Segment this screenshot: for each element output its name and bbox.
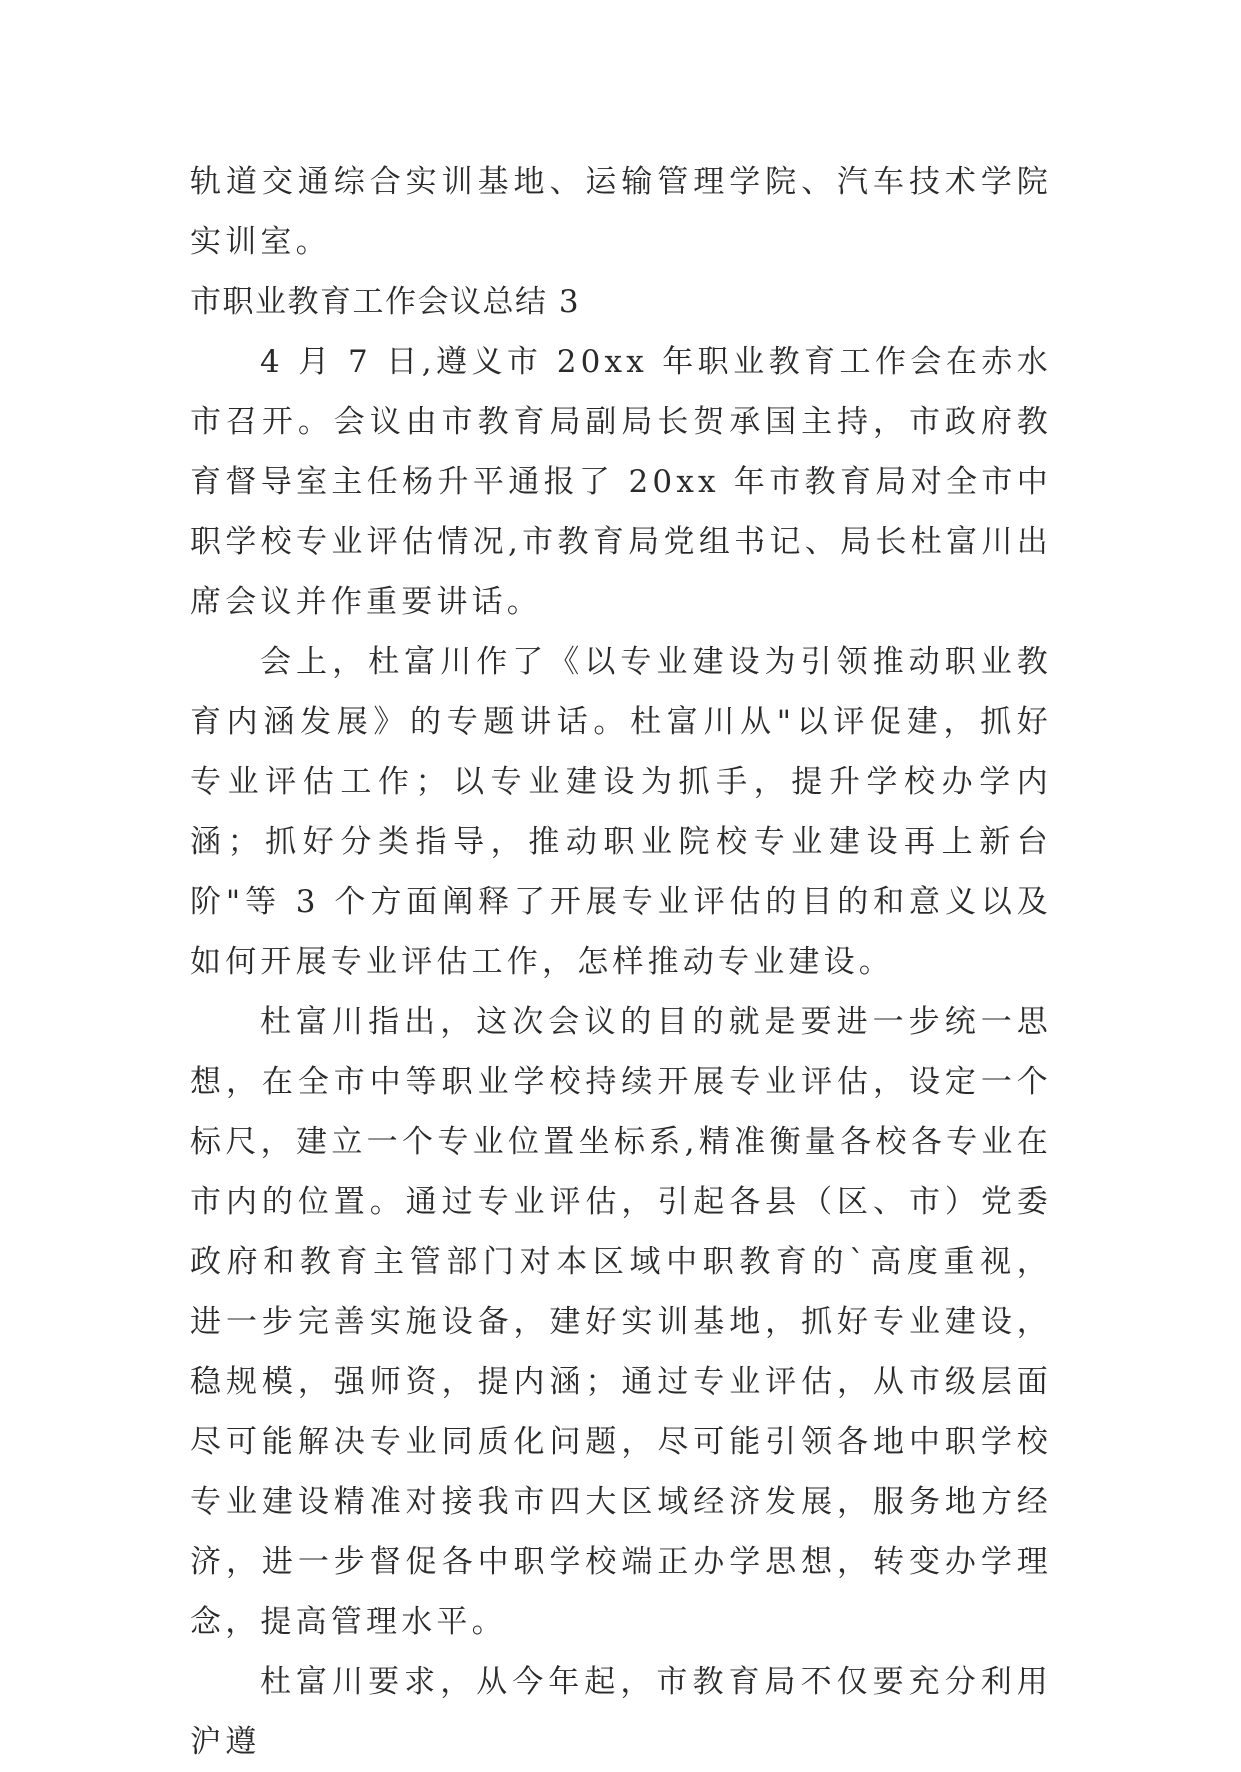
paragraph-purpose: 杜富川指出，这次会议的目的就是要进一步统一思想，在全市中等职业学校持续开展专业评估，设定一个标尺，建立一个专业位置坐标系,精准衡量各校各专业在市内的位置。通过专业评估，引起各县（区、市）党委政府和教育主管部门对本区域中职教育的`高度重视，进一步完善实施设备，建好实训基地，抓好专业建设，稳规模，强师资，提内涵；通过专业评估，从市级层面尽可能解决专业同质化问题，尽可能引领各地中职学校专业建设精准对接我市四大区域经济发展，服务地方经济，进一步督促各中职学校端正办学思想，转变办学理念，提高管理水平。 bbox=[190, 1004, 1052, 1640]
paragraph-continuation: 轨道交通综合实训基地、运输管理学院、汽车技术学院实训室。 bbox=[190, 164, 1052, 260]
paragraph-meeting-overview: 4 月 7 日,遵义市 20xx 年职业教育工作会在赤水市召开。会议由市教育局副局长贺承国主持，市政府教育督导室主任杨升平通报了 20xx 年市教育局对全市中职学校专业评估情况,市教育局党组书记、局长杜富川出席会议并作重要讲话。 bbox=[190, 344, 1052, 620]
paragraph-requirements: 杜富川要求，从今年起，市教育局不仅要充分利用沪遵 bbox=[190, 1664, 1052, 1760]
paragraph-speech: 会上，杜富川作了《以专业建设为引领推动职业教育内涵发展》的专题讲话。杜富川从"以评促建，抓好专业评估工作；以专业建设为抓手，提升学校办学内涵；抓好分类指导，推动职业院校专业建设再上新台阶"等 3 个方面阐释了开展专业评估的目的和意义以及如何开展专业评估工作，怎样推动专业建设。 bbox=[190, 644, 1052, 980]
document-body bbox=[190, 152, 1052, 1772]
section-heading: 市职业教育工作会议总结 3 bbox=[190, 284, 581, 320]
